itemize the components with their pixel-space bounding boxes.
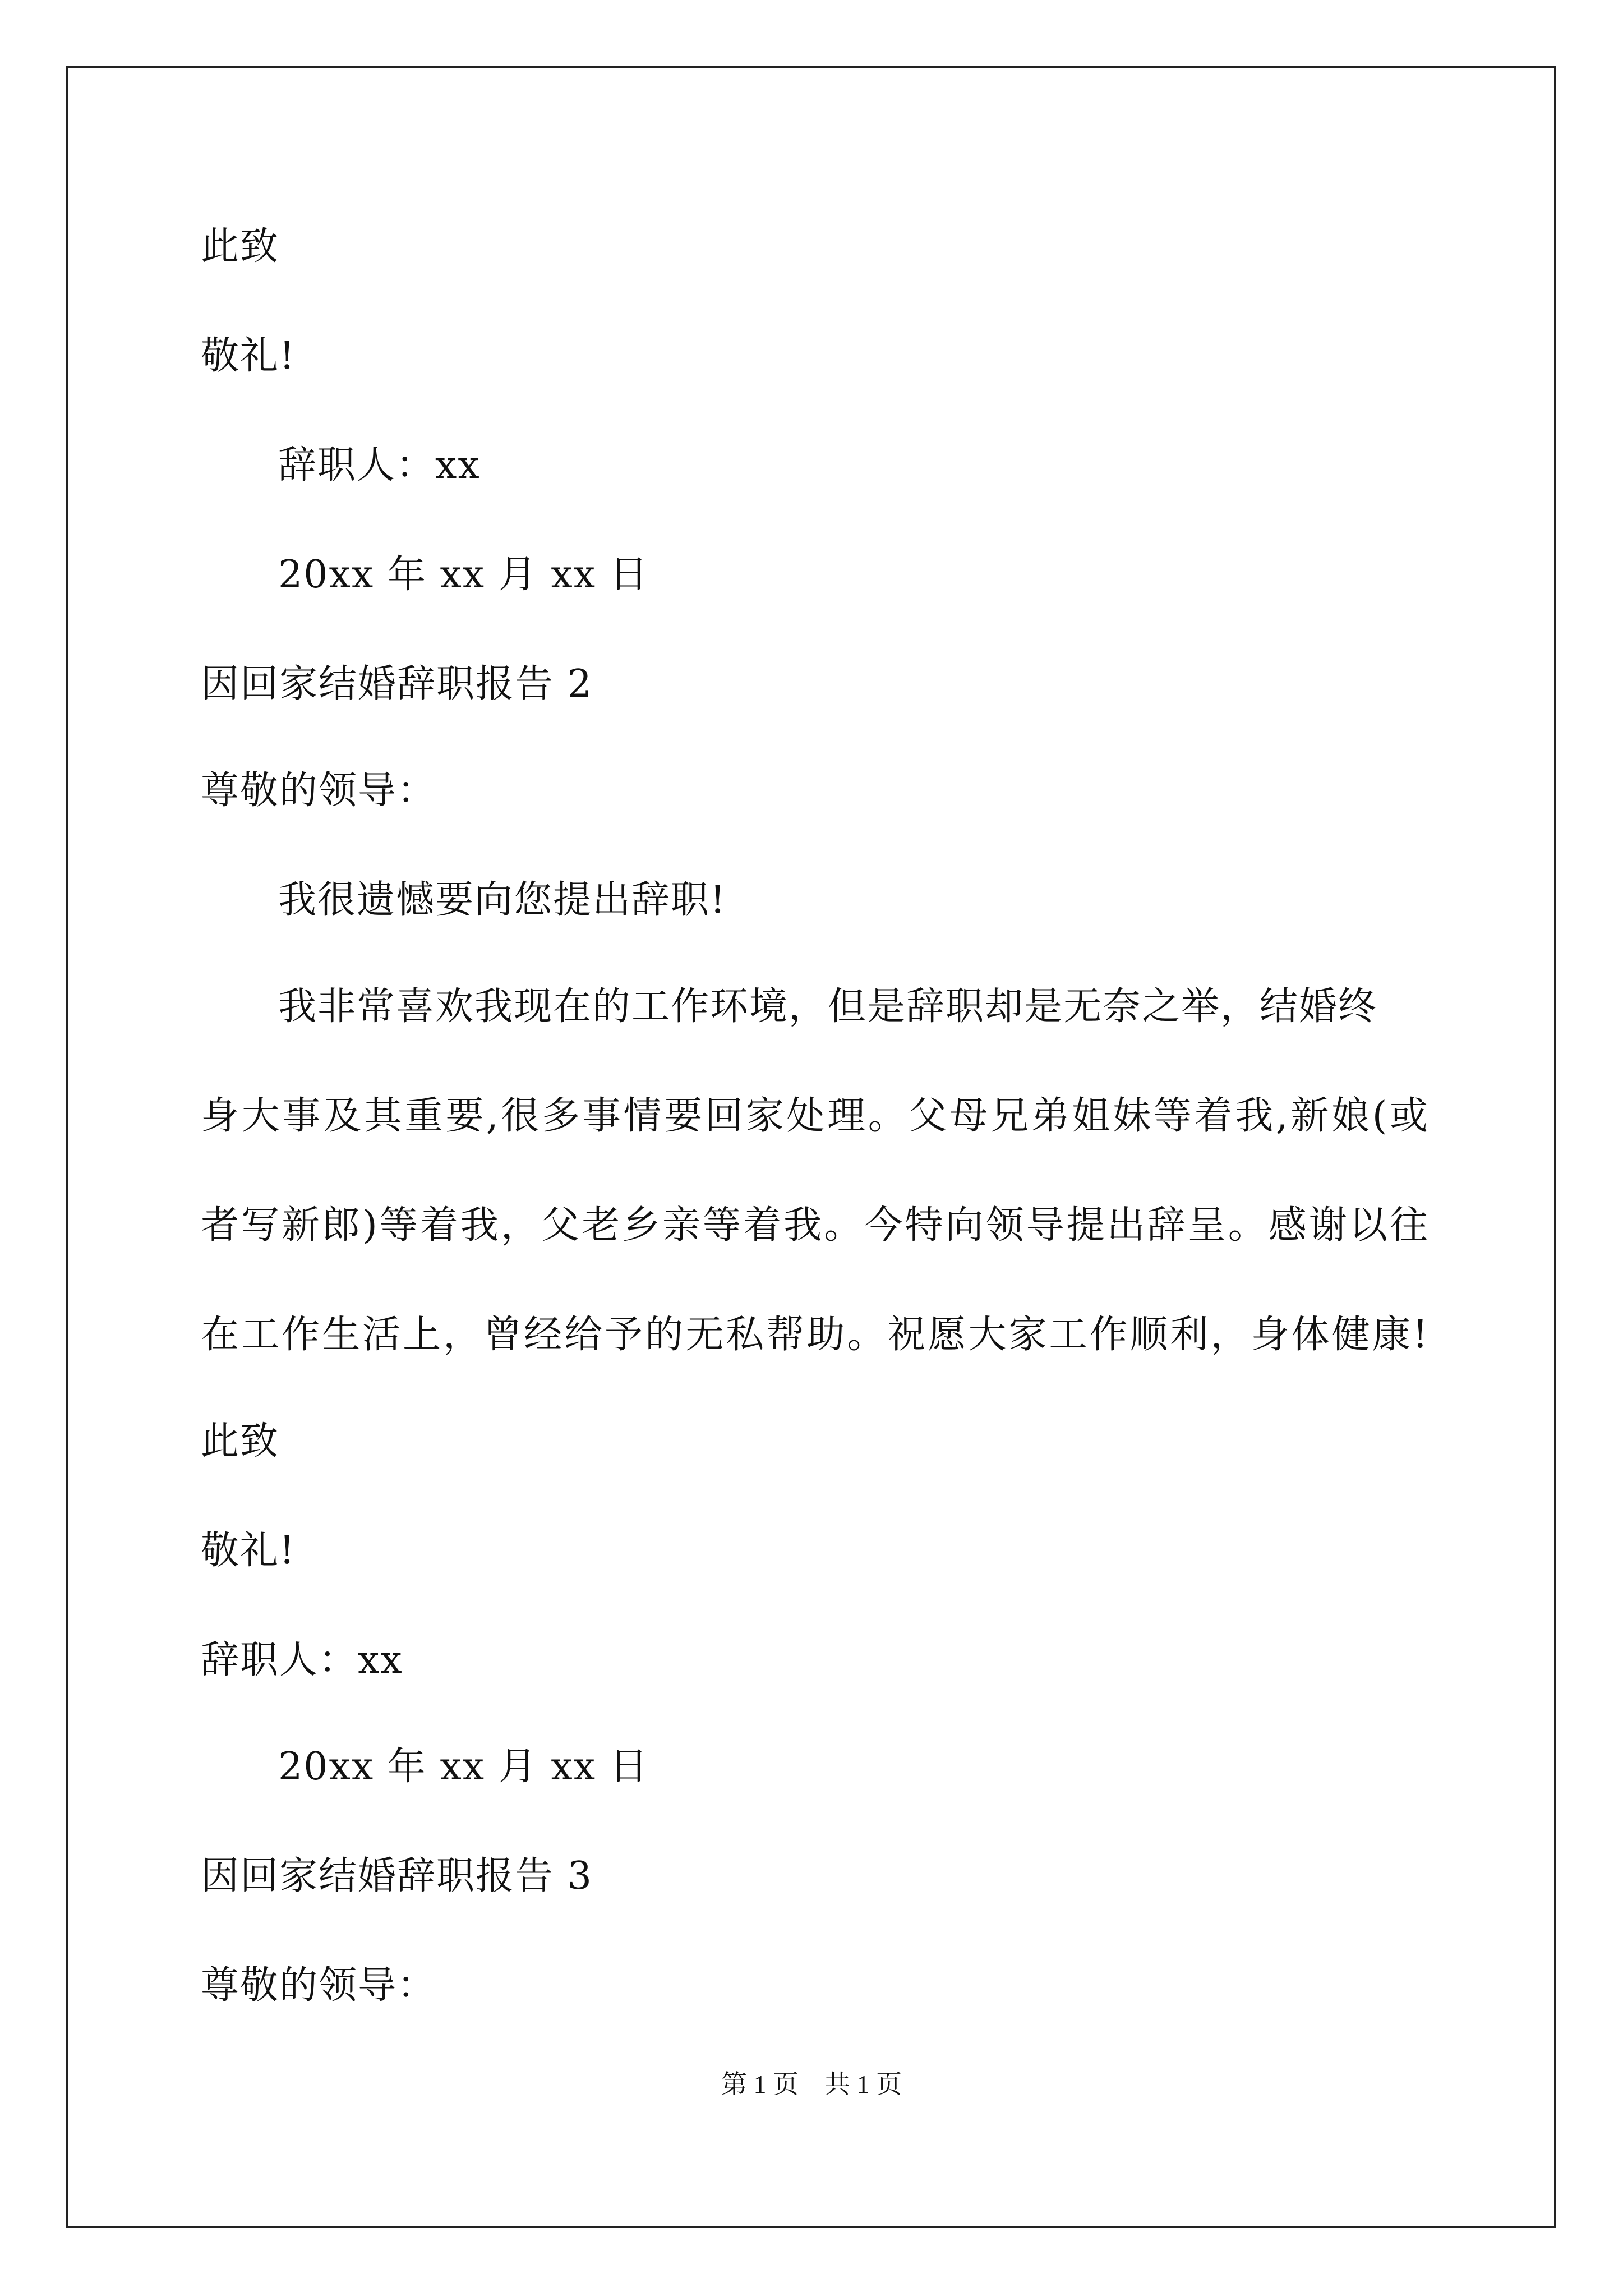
closing-salutation: 此致 bbox=[201, 1419, 280, 1464]
body-paragraph-line: 我非常喜欢我现在的工作环境，但是辞职却是无奈之举，结婚终 bbox=[278, 984, 1378, 1029]
body-paragraph-line: 我很遗憾要向您提出辞职! bbox=[278, 878, 727, 922]
body-paragraph-line: 身大事及其重要,很多事情要回家处理。父母兄弟姐妹等着我,新娘(或 bbox=[201, 1094, 1429, 1138]
closing-salutation: 此致 bbox=[201, 224, 280, 269]
body-paragraph-line: 在工作生活上，曾经给予的无私帮助。祝愿大家工作顺利，身体健康! bbox=[201, 1313, 1429, 1357]
closing-respect: 敬礼! bbox=[201, 1529, 296, 1573]
date-line: 20xx 年 xx 月 xx 日 bbox=[278, 1745, 649, 1789]
greeting: 尊敬的领导： bbox=[201, 1963, 437, 2008]
signature-line: 辞职人：xx bbox=[278, 443, 481, 487]
date-line: 20xx 年 xx 月 xx 日 bbox=[278, 553, 649, 597]
closing-respect: 敬礼! bbox=[201, 334, 296, 378]
page-border bbox=[66, 66, 1556, 2228]
signature-line: 辞职人：xx bbox=[201, 1638, 403, 1682]
page-number: 第 1 页 共 1 页 bbox=[721, 2070, 902, 2099]
greeting: 尊敬的领导： bbox=[201, 769, 437, 813]
section-title: 因回家结婚辞职报告 3 bbox=[201, 1854, 593, 1898]
body-paragraph-line: 者写新郎)等着我，父老乡亲等着我。今特向领导提出辞呈。感谢以往 bbox=[201, 1203, 1429, 1248]
section-title: 因回家结婚辞职报告 2 bbox=[201, 662, 593, 706]
